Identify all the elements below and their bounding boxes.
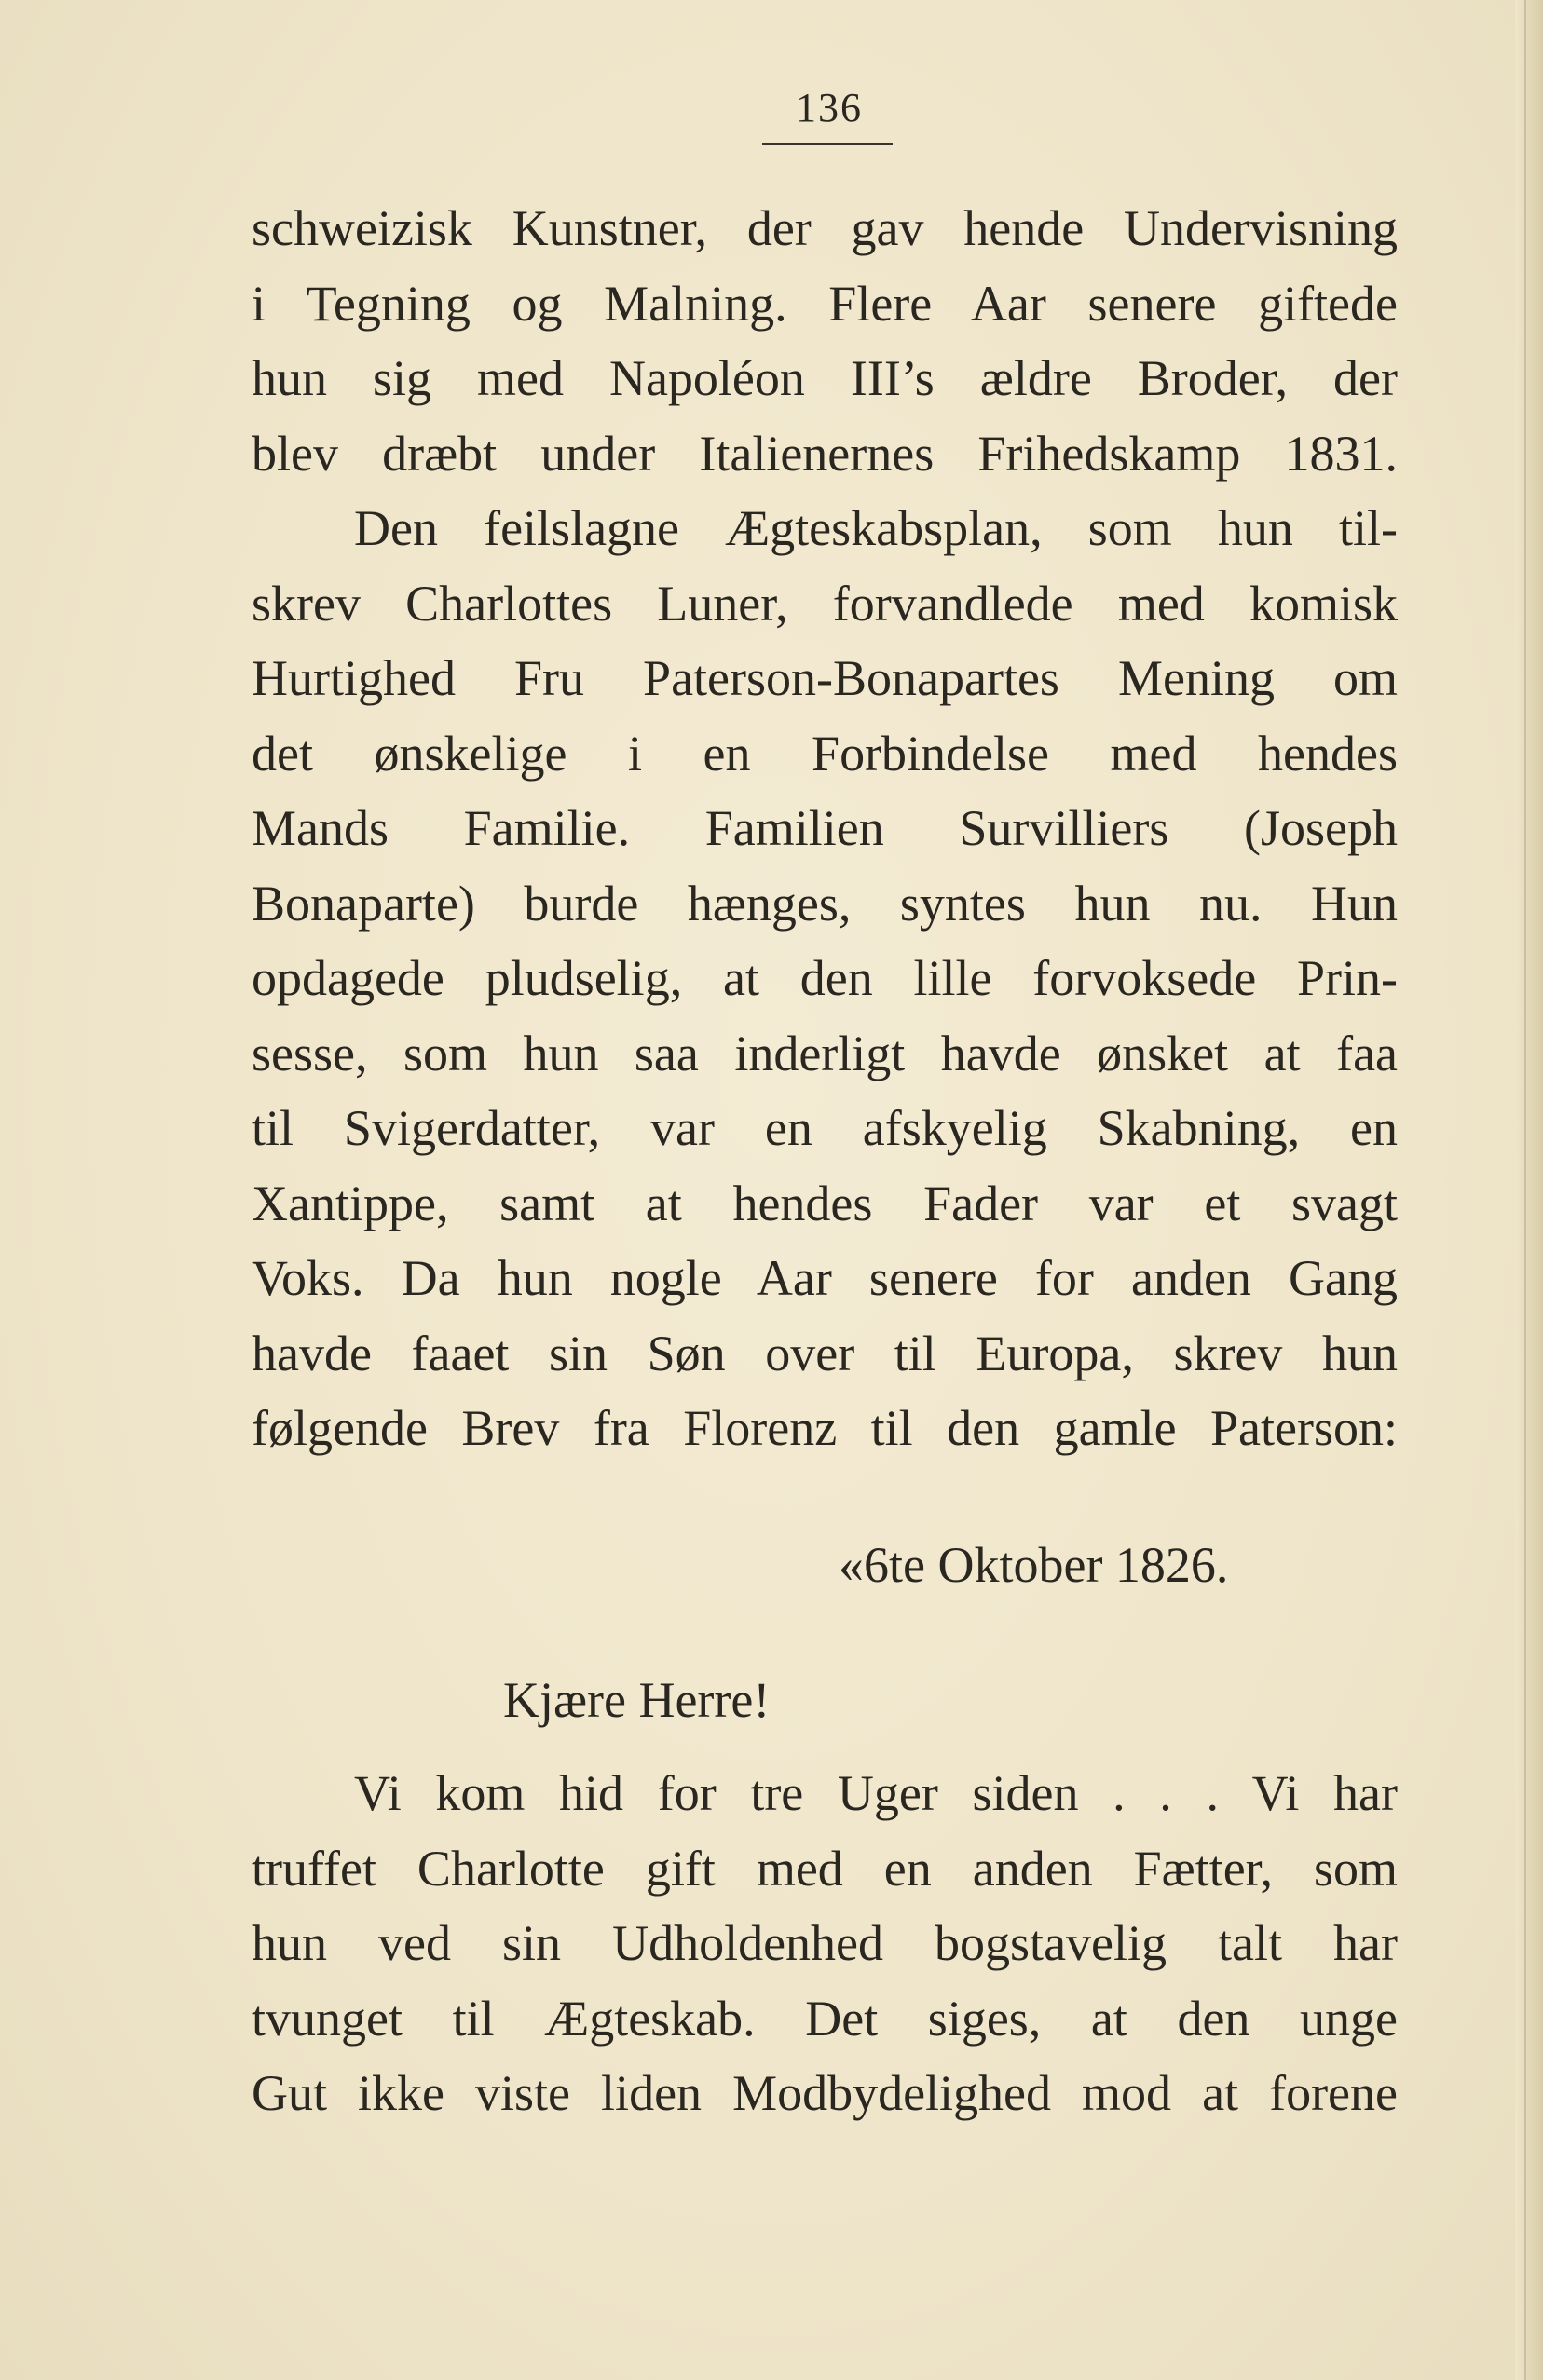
page-number: 136 xyxy=(796,85,863,130)
body-line: Voks. Da hun nogle Aar senere for anden Gang xyxy=(252,1250,1398,1306)
body-line: blev dræbt under Italienernes Frihedskamp 1831. xyxy=(252,425,1398,482)
letter-salutation: Kjære Herre! xyxy=(503,1672,771,1728)
body-line: til Svigerdatter, var en afskyelig Skabning, en xyxy=(252,1100,1398,1156)
body-line: skrev Charlottes Luner, forvandlede med komisk xyxy=(252,575,1398,632)
body-line: opdagede pludselig, at den lille forvoksede Prin- xyxy=(252,950,1398,1006)
body-line: Xantippe, samt at hendes Fader var et svagt xyxy=(252,1175,1398,1231)
letter-line: hun ved sin Udholdenhed bogstavelig talt har xyxy=(252,1915,1398,1971)
body-line: havde faaet sin Søn over til Europa, skrev hun xyxy=(252,1325,1398,1381)
letter-line: Gut ikke viste liden Modbydelighed mod at forene xyxy=(252,2065,1398,2121)
body-line: Mands Familie. Familien Survilliers (Joseph xyxy=(252,800,1398,856)
body-line: det ønskelige i en Forbindelse med hendes xyxy=(252,725,1398,782)
body-line: sesse, som hun saa inderligt havde ønsket at faa xyxy=(252,1025,1398,1081)
body-line: følgende Brev fra Florenz til den gamle Paterson: xyxy=(252,1400,1398,1456)
page-number-rule xyxy=(762,143,893,145)
body-line: i Tegning og Malning. Flere Aar senere giftede xyxy=(252,275,1398,332)
body-text xyxy=(252,191,1398,1466)
letter-text xyxy=(252,1756,1398,2131)
page-edge-shadow xyxy=(1515,0,1543,2380)
body-line: Bonaparte) burde hænges, syntes hun nu. Hun xyxy=(252,875,1398,932)
letter-line: tvunget til Ægteskab. Det siges, at den unge xyxy=(252,1990,1398,2047)
body-line: schweizisk Kunstner, der gav hende Undervisning xyxy=(252,200,1398,256)
letter-date: «6te Oktober 1826. xyxy=(839,1537,1229,1593)
body-line: hun sig med Napoléon III’s ældre Broder, der xyxy=(252,350,1398,406)
body-line-paragraph-start: Den feilslagne Ægteskabsplan, som hun til- xyxy=(354,500,1398,556)
body-line: Hurtighed Fru Paterson-Bonapartes Mening om xyxy=(252,650,1398,706)
page-edge-line xyxy=(1524,0,1526,2380)
letter-line-paragraph-start: Vi kom hid for tre Uger siden . . . Vi har xyxy=(354,1765,1398,1821)
letter-line: truffet Charlotte gift med en anden Fætter, som xyxy=(252,1840,1398,1897)
